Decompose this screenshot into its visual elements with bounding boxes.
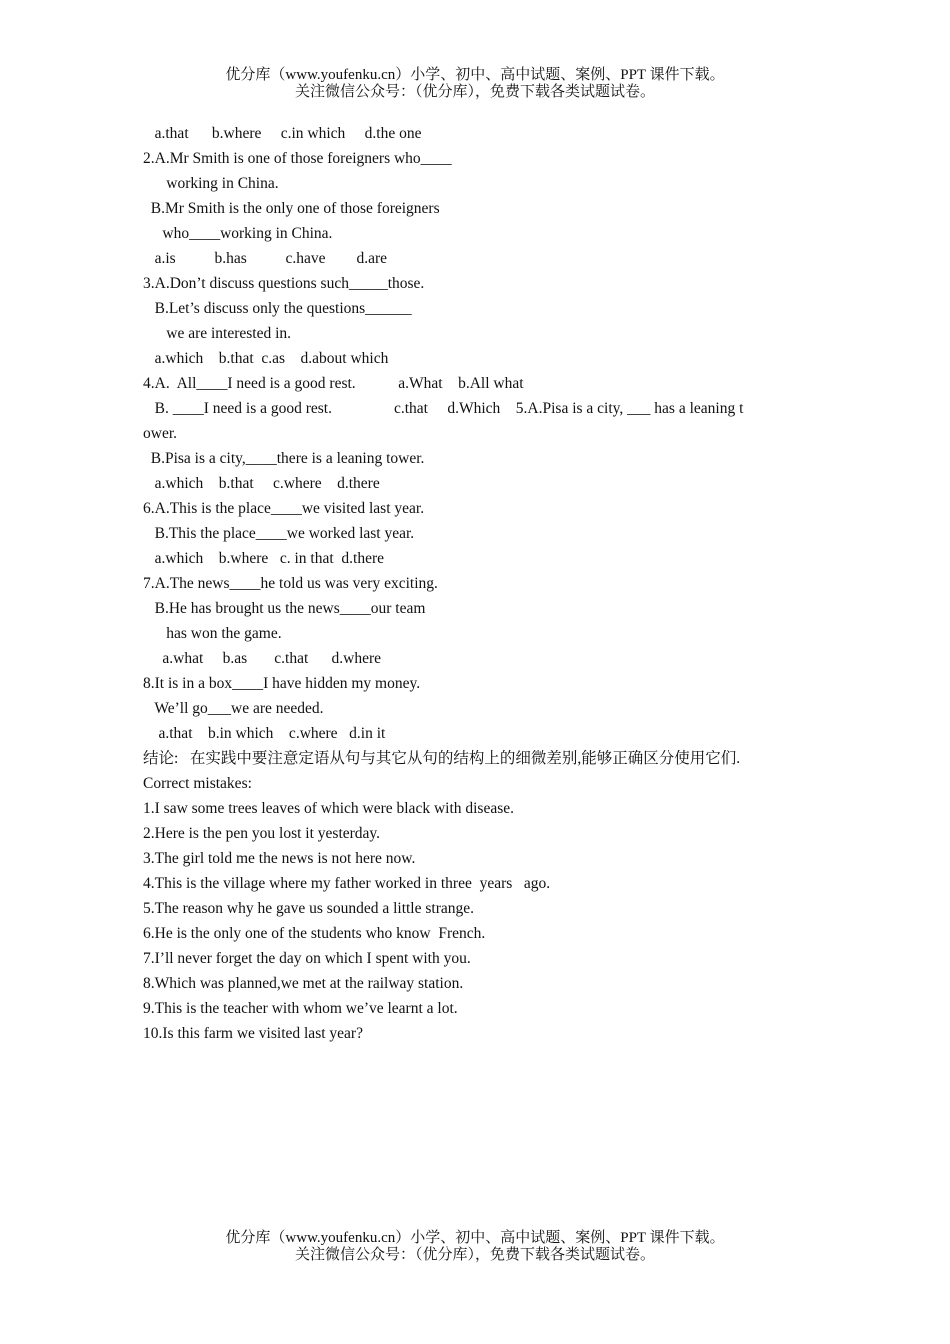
text-line: has won the game. <box>143 625 282 642</box>
text-line: B.He has brought us the news____our team <box>143 600 426 617</box>
text-line: 6.He is the only one of the students who know French. <box>143 925 486 942</box>
text-line: B.This the place____we worked last year. <box>143 525 415 542</box>
text-line: B.Mr Smith is the only one of those foreigners <box>143 200 440 217</box>
text-line: 1.I saw some trees leaves of which were black with disease. <box>143 800 515 817</box>
text-line: B.Pisa is a city,____there is a leaning tower. <box>143 450 425 467</box>
page-footer <box>0 1230 950 1264</box>
text-line: a.that b.where c.in which d.the one <box>143 125 422 142</box>
text-line: 3.The girl told me the news is not here now. <box>143 850 416 867</box>
text-line: a.which b.that c.where d.there <box>143 475 380 492</box>
footer-line-2: 关注微信公众号：（优分库），免费下载各类试题试卷。 <box>294 1247 655 1263</box>
text-line: 10.Is this farm we visited last year? <box>143 1025 363 1042</box>
text-line: who____working in China. <box>143 225 333 242</box>
footer-line-1: 优分库（www.youfenku.cn）小学、初中、高中试题、案例、PPT 课件下载。 <box>225 1230 725 1246</box>
text-line: a.what b.as c.that d.where <box>143 650 382 667</box>
conclusion-line: 结论: 在实践中要注意定语从句与其它从句的结构上的细微差别,能够正确区分使用它们. <box>143 750 741 767</box>
text-line: 6.A.This is the place____we visited last year. <box>143 500 425 517</box>
text-line: 2.A.Mr Smith is one of those foreigners who____ <box>143 150 452 167</box>
text-line: 3.A.Don’t discuss questions such_____those. <box>143 275 425 292</box>
text-line: 7.I’ll never forget the day on which I spent with you. <box>143 950 471 967</box>
page-header <box>0 67 950 101</box>
text-line: a.which b.where c. in that d.there <box>143 550 385 567</box>
text-line: ower. <box>143 425 178 442</box>
text-line: B.Let’s discuss only the questions______ <box>143 300 412 317</box>
text-line: We’ll go___we are needed. <box>143 700 324 717</box>
text-line: working in China. <box>143 175 279 192</box>
text-line: 8.It is in a box____I have hidden my money. <box>143 675 421 692</box>
text-line: 9.This is the teacher with whom we’ve learnt a lot. <box>143 1000 458 1017</box>
text-line: 7.A.The news____he told us was very exciting. <box>143 575 438 592</box>
section-heading: Correct mistakes: <box>143 775 252 792</box>
header-line-1: 优分库（www.youfenku.cn）小学、初中、高中试题、案例、PPT 课件下载。 <box>225 67 725 83</box>
text-line: 5.The reason why he gave us sounded a little strange. <box>143 900 475 917</box>
text-line: 8.Which was planned,we met at the railway station. <box>143 975 464 992</box>
text-line: 4.This is the village where my father worked in three years ago. <box>143 875 551 892</box>
text-line: 2.Here is the pen you lost it yesterday. <box>143 825 381 842</box>
text-line: B. ____I need is a good rest. c.that d.Which 5.A.Pisa is a city, ___ has a leaning t <box>143 400 744 417</box>
text-line: a.that b.in which c.where d.in it <box>143 725 386 742</box>
header-line-2: 关注微信公众号：（优分库），免费下载各类试题试卷。 <box>294 84 655 100</box>
text-line: a.is b.has c.have d.are <box>143 250 388 267</box>
text-line: we are interested in. <box>143 325 292 342</box>
text-line: a.which b.that c.as d.about which <box>143 350 389 367</box>
text-line: 4.A. All____I need is a good rest. a.What b.All what <box>143 375 524 392</box>
